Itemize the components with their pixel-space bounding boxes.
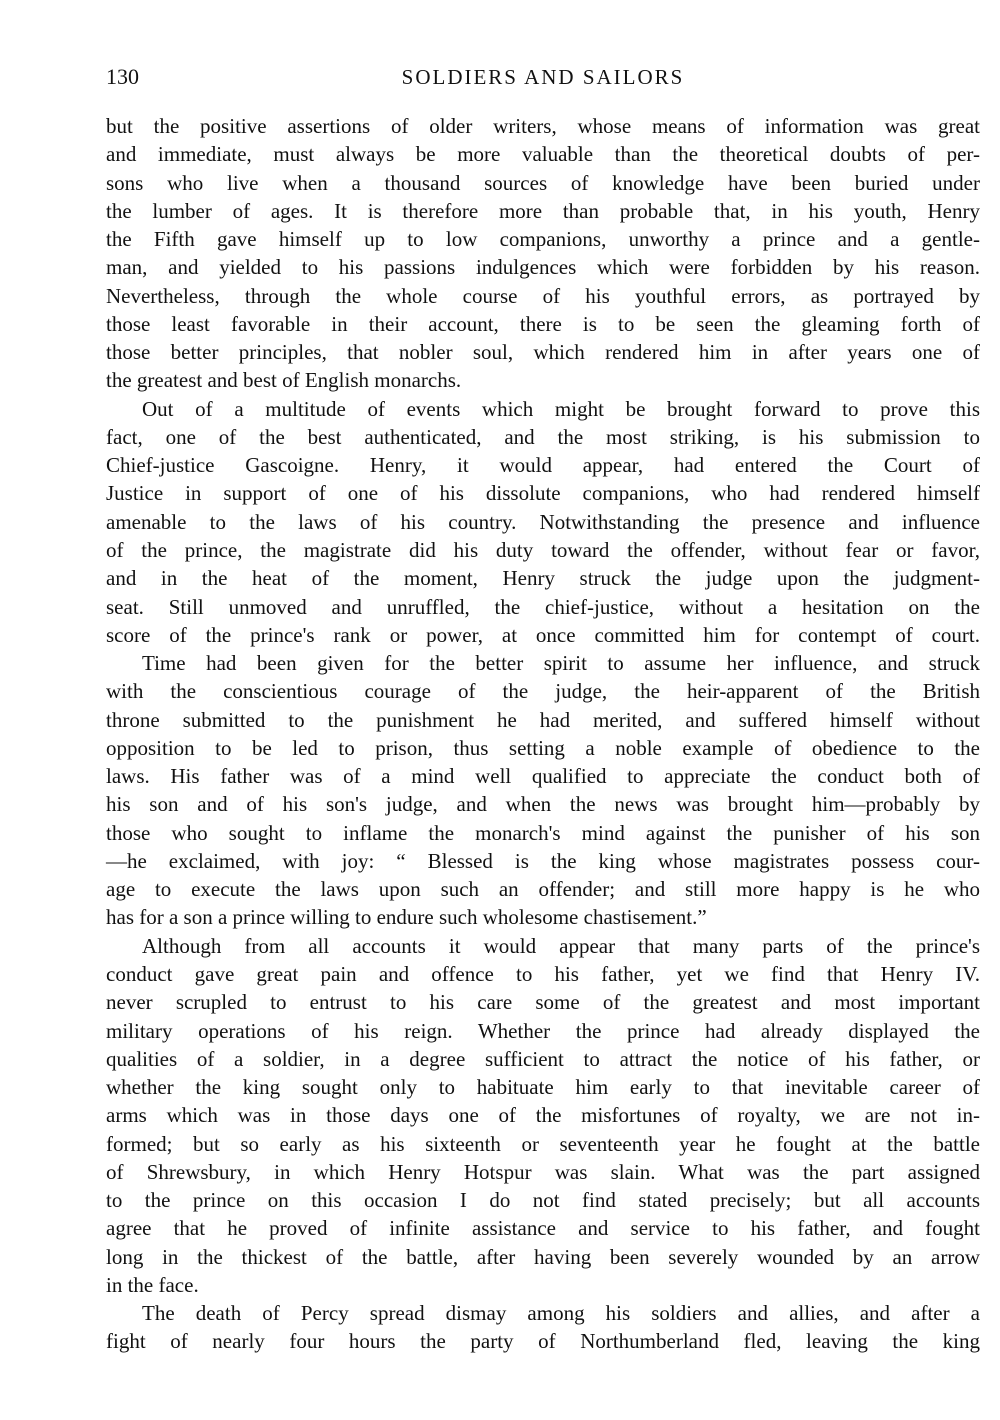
text-line: formed; but so early as his sixteenth or seventeenth year he fought at the battle: [106, 1131, 980, 1156]
text-line: and immediate, must always be more valuable than the theoretical doubts of per-: [106, 142, 980, 167]
body-text: [106, 112, 980, 1356]
text-line: fact, one of the best authenticated, and the most striking, is his submission to: [106, 424, 980, 449]
text-line: those better principles, that nobler soul, which rendered him in after years one of: [106, 340, 980, 365]
text-line: with the conscientious courage of the judge, the heir-apparent of the British: [106, 679, 980, 704]
text-line: amenable to the laws of his country. Notwithstanding the presence and influence: [106, 509, 980, 534]
text-line: —he exclaimed, with joy: “ Blessed is the king whose magistrates possess cour-: [106, 848, 980, 873]
text-line: laws. His father was of a mind well qualified to appreciate the conduct both of: [106, 764, 980, 789]
text-line: the Fifth gave himself up to low companions, unworthy a prince and a gentle-: [106, 227, 980, 252]
text-line: the lumber of ages. It is therefore more than probable that, in his youth, Henry: [106, 198, 980, 223]
text-line: man, and yielded to his passions indulgences which were forbidden by his reason.: [106, 255, 980, 280]
text-line: sons who live when a thousand sources of knowledge have been buried under: [106, 170, 980, 195]
page-number: 130: [106, 64, 139, 89]
text-line: throne submitted to the punishment he had merited, and suffered himself without: [106, 707, 980, 732]
text-line: Out of a multitude of events which might be brought forward to prove this: [142, 396, 980, 421]
text-line: fight of nearly four hours the party of Northumberland fled, leaving the king: [106, 1329, 980, 1354]
text-line: whether the king sought only to habituate him early to that inevitable career of: [106, 1075, 980, 1100]
text-line: agree that he proved of infinite assistance and service to his father, and fought: [106, 1216, 980, 1241]
text-line: of the prince, the magistrate did his duty toward the offender, without fear or favor,: [106, 537, 980, 562]
text-line: Justice in support of one of his dissolute companions, who had rendered himself: [106, 481, 980, 506]
text-line: seat. Still unmoved and unruffled, the chief-justice, without a hesitation on the: [106, 594, 980, 619]
text-line: but the positive assertions of older writers, whose means of information was great: [106, 114, 980, 138]
text-line: score of the prince's rank or power, at once committed him for contempt of court.: [106, 622, 980, 647]
page-header-title: SOLDIERS AND SAILORS: [401, 65, 685, 89]
text-line: Although from all accounts it would appear that many parts of the prince's: [142, 933, 980, 958]
text-line: Time had been given for the better spirit to assume her influence, and struck: [142, 651, 980, 676]
text-line: to the prince on this occasion I do not find stated precisely; but all accounts: [106, 1188, 980, 1213]
text-line: those who sought to inflame the monarch's mind against the punisher of his son: [106, 820, 980, 845]
text-line: Nevertheless, through the whole course of his youthful errors, as portrayed by: [106, 283, 980, 308]
text-line: never scrupled to entrust to his care some of the greatest and most important: [106, 990, 980, 1015]
text-line: his son and of his son's judge, and when the news was brought him—probably by: [106, 792, 980, 817]
text-line: the greatest and best of English monarchs.: [106, 368, 462, 393]
text-line: and in the heat of the moment, Henry struck the judge upon the judgment-: [106, 566, 980, 591]
text-line: military operations of his reign. Whether the prince had already displayed the: [106, 1018, 980, 1043]
text-line: in the face.: [106, 1272, 199, 1297]
text-line: qualities of a soldier, in a degree sufficient to attract the notice of his father, or: [106, 1046, 980, 1071]
text-line: those least favorable in their account, there is to be seen the gleaming forth of: [106, 311, 980, 336]
text-line: The death of Percy spread dismay among his soldiers and allies, and after a: [142, 1301, 980, 1326]
text-line: arms which was in those days one of the misfortunes of royalty, we are not in-: [106, 1103, 980, 1128]
text-line: Chief-justice Gascoigne. Henry, it would appear, had entered the Court of: [106, 453, 980, 478]
text-line: of Shrewsbury, in which Henry Hotspur was slain. What was the part assigned: [106, 1159, 980, 1184]
text-line: conduct gave great pain and offence to his father, yet we find that Henry IV.: [106, 961, 980, 986]
text-line: age to execute the laws upon such an offender; and still more happy is he who: [106, 877, 980, 902]
text-line: long in the thickest of the battle, after having been severely wounded by an arrow: [106, 1244, 980, 1269]
running-head: [106, 62, 980, 92]
text-line: opposition to be led to prison, thus setting a noble example of obedience to the: [106, 735, 980, 760]
text-line: has for a son a prince willing to endure such wholesome chastisement.”: [106, 905, 707, 930]
